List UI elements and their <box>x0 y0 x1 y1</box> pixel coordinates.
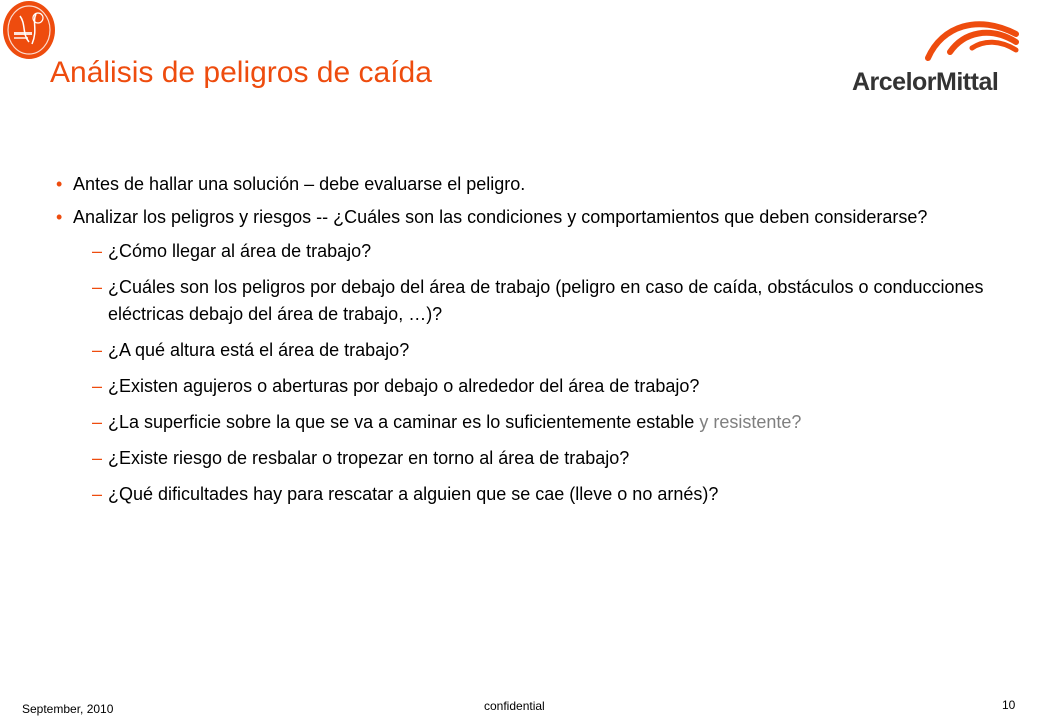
page-number: 10 <box>1002 698 1016 712</box>
footer-confidential: confidential <box>484 699 545 713</box>
subbullet-item <box>92 238 986 265</box>
subbullet-item <box>92 274 986 328</box>
subbullet-marker: – <box>92 277 103 297</box>
subbullet-text: ¿Existen agujeros o aberturas por debajo o alrededor del área de trabajo? <box>108 376 700 396</box>
subbullet-marker: – <box>92 376 103 396</box>
bullet-marker: • <box>56 174 63 194</box>
arcelormittal-logo <box>848 12 1018 96</box>
slide-content <box>56 172 986 517</box>
footer-date: September, 2010 <box>22 702 114 716</box>
subbullet-text: ¿Cómo llegar al área de trabajo? <box>108 241 372 261</box>
subbullet-text: ¿Qué dificultades hay para rescatar a alguien que se cae (lleve o no arnés)? <box>108 484 719 504</box>
subbullet-muted-text: y resistente? <box>694 412 802 432</box>
page-title: Análisis de peligros de caída <box>50 56 432 89</box>
bullet-text: Antes de hallar una solución – debe evaluarse el peligro. <box>73 174 526 194</box>
subbullet-marker: – <box>92 241 103 261</box>
subbullet-marker: – <box>92 484 103 504</box>
subbullet-text: ¿Existe riesgo de resbalar o tropezar en torno al área de trabajo? <box>108 448 630 468</box>
safety-badge-logo <box>2 0 56 60</box>
subbullet-item <box>92 445 986 472</box>
subbullet-marker: – <box>92 340 103 360</box>
subbullet-item <box>92 481 986 508</box>
bullet-text: Analizar los peligros y riesgos -- ¿Cuáles son las condiciones y comportamientos que deben considerarse? <box>73 207 928 227</box>
subbullet-item <box>92 337 986 364</box>
subbullet-text: ¿A qué altura está el área de trabajo? <box>108 340 410 360</box>
subbullet-item <box>92 373 986 400</box>
bullet-item <box>56 172 986 197</box>
subbullet-marker: – <box>92 412 103 432</box>
subbullet-item <box>92 409 986 436</box>
brand-swoosh-icon <box>920 12 1020 64</box>
brand-name: ArcelorMittal <box>852 68 999 96</box>
subbullet-marker: – <box>92 448 103 468</box>
subbullet-text: ¿La superficie sobre la que se va a caminar es lo suficientemente estable <box>108 412 695 432</box>
bullet-marker: • <box>56 207 63 227</box>
bullet-item <box>56 205 986 230</box>
subbullet-text: ¿Cuáles son los peligros por debajo del área de trabajo (peligro en caso de caída, obstáculos o conducciones eléctricas debajo del área de trabajo, …)? <box>108 277 984 324</box>
